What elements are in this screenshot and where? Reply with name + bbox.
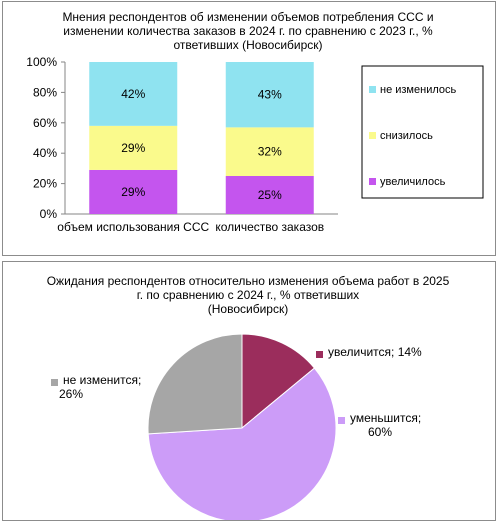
legend-swatch <box>369 86 376 93</box>
legend-label: снизилось <box>380 130 433 142</box>
pie-slice-percent: 26% <box>58 387 84 401</box>
pie-legend-marker <box>316 351 323 358</box>
y-tick-label: 20% <box>32 176 57 191</box>
y-tick-label: 80% <box>32 85 57 100</box>
legend-swatch <box>369 132 376 139</box>
pie-slice-label: не изменится; <box>63 373 142 387</box>
bar-data-label: 29% <box>121 184 146 199</box>
pie-slice-percent: 60% <box>367 425 393 439</box>
legend-label: увеличилось <box>380 176 446 188</box>
y-tick-label: 100% <box>26 55 57 69</box>
y-tick-label: 60% <box>32 115 57 130</box>
y-tick-label: 0% <box>39 207 57 221</box>
x-category-label: количество заказов <box>215 220 325 234</box>
legend-swatch <box>369 178 376 185</box>
bar-chart-title-line-3: ответивших (Новосибирск) <box>173 38 323 52</box>
y-tick-label: 40% <box>32 146 57 161</box>
bar-data-label: 32% <box>257 144 282 159</box>
bar-data-label: 25% <box>257 188 282 202</box>
stacked-bar-chart-panel <box>2 1 496 256</box>
legend-label: не изменилось <box>380 84 457 96</box>
bar-chart-title-line-2: изменении количества заказов в 2024 г. по сравнению с 2023 г., % <box>63 24 433 38</box>
pie-chart-panel <box>2 261 496 521</box>
bar-chart-svg <box>3 2 495 255</box>
bar-data-label: 29% <box>121 140 146 155</box>
bar-data-label: 42% <box>121 86 146 101</box>
x-category-label: объем использования ССС <box>57 220 210 234</box>
pie-slice <box>148 334 242 434</box>
pie-chart-title-line-3: (Новосибирск) <box>207 302 289 316</box>
pie-slice-label: уменьшится; <box>350 411 422 425</box>
pie-legend-marker <box>338 417 345 424</box>
bar-data-label: 43% <box>257 87 282 102</box>
pie-chart-title-line-1: Ожидания респондентов относительно изменения объема работ в 2025 <box>46 274 450 288</box>
pie-legend-marker <box>51 379 58 386</box>
pie-chart-svg <box>3 262 495 520</box>
bar-chart-title-line-1: Мнения респондентов об изменении объемов потребления ССС и <box>62 10 434 24</box>
pie-slice-label: увеличится; 14% <box>328 345 422 359</box>
pie-chart-title-line-2: г. по сравнению с 2024 г., % ответивших <box>136 288 360 302</box>
